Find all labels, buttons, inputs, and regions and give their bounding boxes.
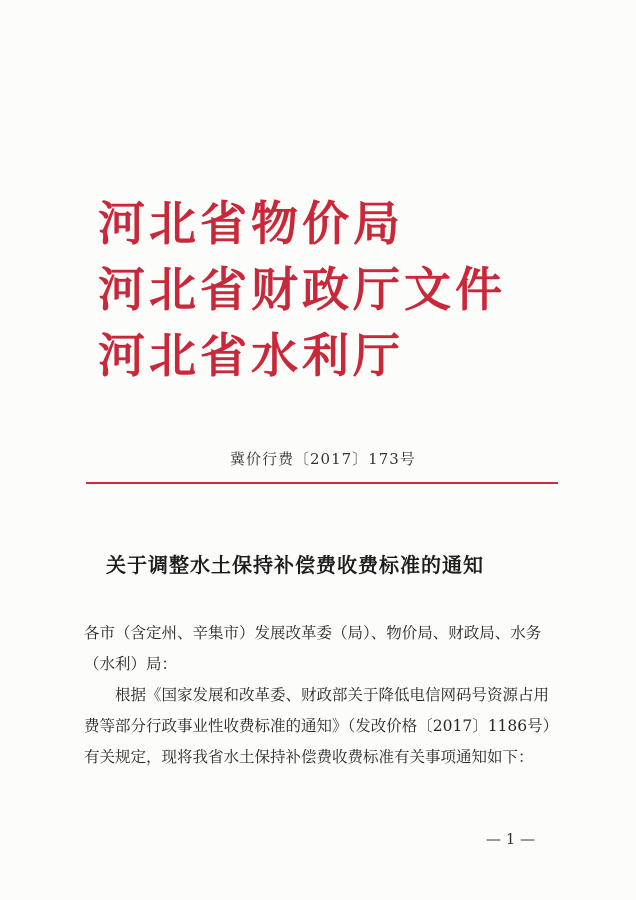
document-body bbox=[84, 618, 560, 773]
issuing-authorities-header bbox=[98, 192, 578, 390]
document-number: 冀价行费〔2017〕173号 bbox=[230, 450, 416, 468]
authority-line-3: 河北省水利厅 bbox=[98, 329, 404, 384]
authority-line-1: 河北省物价局 bbox=[98, 197, 404, 252]
red-divider-line bbox=[86, 482, 558, 484]
page-number: — 1 — bbox=[486, 830, 536, 848]
document-title: 关于调整水土保持补偿费收费标准的通知 bbox=[106, 553, 484, 577]
recipients-paragraph: 各市（含定州、辛集市）发展改革委（局）、物价局、财政局、水务（水利）局： bbox=[84, 624, 542, 673]
authority-line-2: 河北省财政厅文件 bbox=[98, 263, 506, 318]
body-paragraph: 根据《国家发展和改革委、财政部关于降低电信网码号资源占用费等部分行政事业性收费标准的通知》（发改价格〔2017〕1186号）有关规定，现将我省水土保持补偿费收费标准有关事项通知如下： bbox=[84, 686, 559, 766]
